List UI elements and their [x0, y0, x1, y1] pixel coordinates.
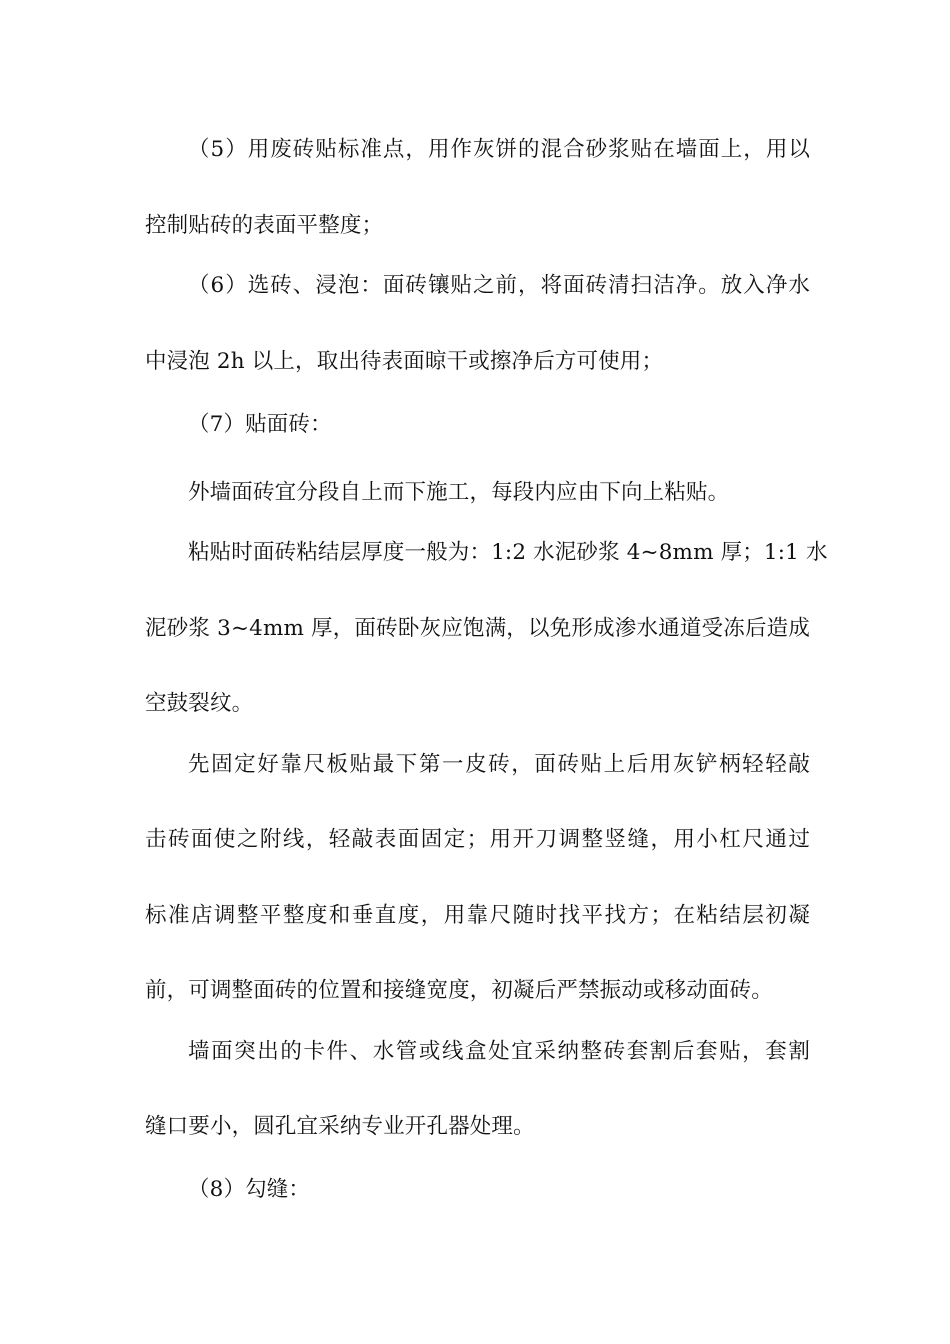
paragraph-bond-thickness-line-1: 粘贴时面砖粘结层厚度一般为：1:2 水泥砂浆 4~8mm 厚；1:1 水 — [188, 540, 828, 565]
paragraph-cutouts-line-1: 墙面突出的卡件、水管或线盒处宜采纳整砖套割后套贴，套割 — [188, 1039, 810, 1064]
paragraph-5-line-1: （5）用废砖贴标准点，用作灰饼的混合砂浆贴在墙面上，用以 — [188, 137, 810, 162]
heading-8-pointing: （8）勾缝： — [188, 1177, 311, 1202]
paragraph-cutouts-line-2: 缝口要小，圆孔宜采纳专业开孔器处理。 — [145, 1114, 535, 1139]
paragraph-5-line-2: 控制贴砖的表面平整度； — [145, 213, 384, 238]
paragraph-bond-thickness-line-2: 泥砂浆 3~4mm 厚，面砖卧灰应饱满，以免形成渗水通道受冻后造成 — [145, 616, 810, 641]
paragraph-first-row-line-2: 击砖面使之附线，轻敲表面固定；用开刀调整竖缝，用小杠尺通过 — [145, 827, 810, 852]
paragraph-first-row-line-3: 标准店调整平整度和垂直度，用靠尺随时找平找方；在粘结层初凝 — [145, 903, 810, 928]
paragraph-bond-thickness-line-3: 空鼓裂纹。 — [145, 691, 254, 716]
paragraph-6-line-1: （6）选砖、浸泡：面砖镶贴之前，将面砖清扫洁净。放入净水 — [188, 273, 810, 298]
paragraph-first-row-line-1: 先固定好靠尺板贴最下第一皮砖，面砖贴上后用灰铲柄轻轻敲 — [188, 752, 810, 777]
paragraph-first-row-line-4: 前，可调整面砖的位置和接缝宽度，初凝后严禁振动或移动面砖。 — [145, 978, 773, 1003]
heading-7-paste-tiles: （7）贴面砖： — [188, 412, 332, 437]
paragraph-segmented-construction: 外墙面砖宜分段自上而下施工，每段内应由下向上粘贴。 — [188, 480, 730, 505]
paragraph-6-line-2: 中浸泡 2h 以上，取出待表面晾干或擦净后方可使用； — [145, 349, 664, 374]
